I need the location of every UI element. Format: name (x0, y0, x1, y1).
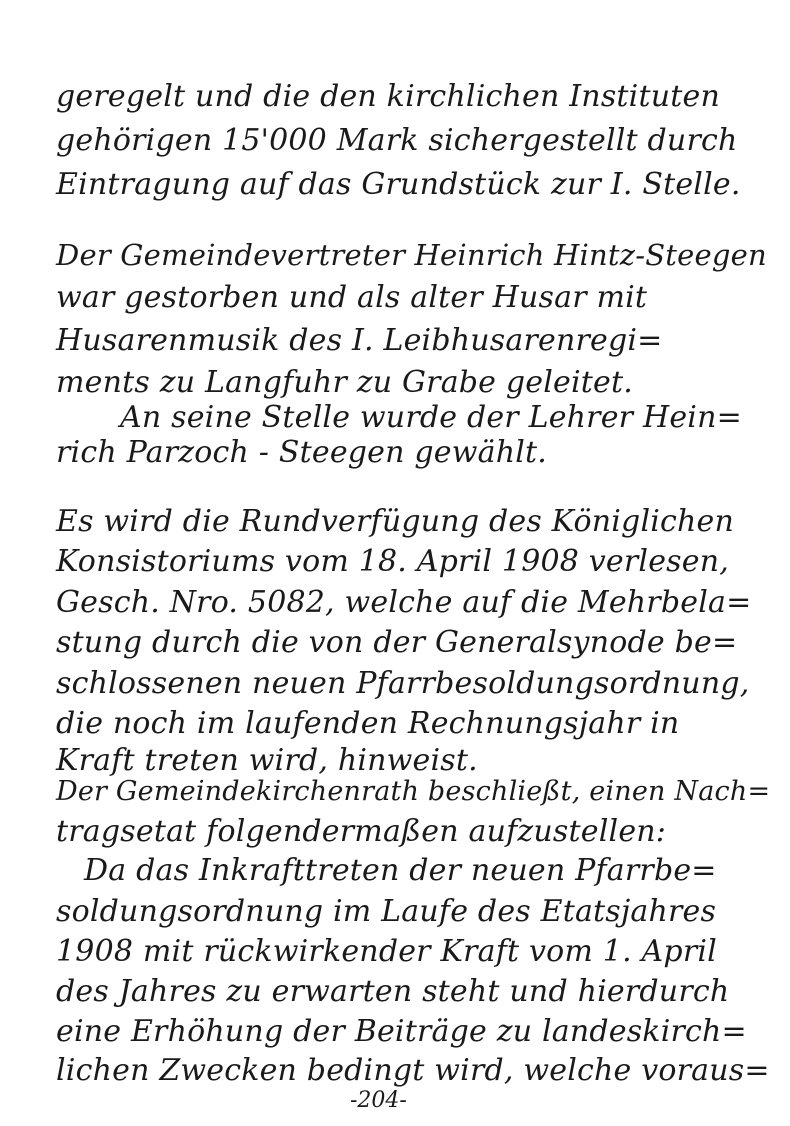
text-line: Da das Inkrafttreten der neuen Pfarrbe= (84, 853, 717, 888)
text-line: war gestorben und als alter Husar mit (56, 280, 648, 315)
text-line: Konsistoriums vom 18. April 1908 verlesen, (56, 544, 729, 579)
text-line: ments zu Langfuhr zu Grabe geleitet. (56, 365, 633, 400)
text-line: Es wird die Rundverfügung des Königlichen (56, 504, 735, 539)
text-line: tragsetat folgendermaßen aufzustellen: (56, 814, 667, 849)
text-line: Der Gemeindevertreter Heinrich Hintz-Steegen (56, 238, 767, 272)
text-line: 1908 mit rückwirkender Kraft vom 1. April (56, 934, 717, 969)
text-line: eine Erhöhung der Beiträge zu landeskirch= (56, 1014, 747, 1049)
text-line: schlossenen neuen Pfarrbesoldungsordnung, (56, 666, 750, 701)
text-line: Husarenmusik des I. Leibhusarenregi= (56, 323, 663, 358)
text-line: geregelt und die den kirchlichen Instituten (56, 79, 720, 114)
text-line: An seine Stelle wurde der Lehrer Hein= (120, 400, 742, 435)
text-line: gehörigen 15'000 Mark sichergestellt durch (56, 123, 738, 158)
text-line: stung durch die von der Generalsynode be= (56, 625, 738, 660)
text-line: soldungsordnung im Laufe des Etatsjahres (56, 894, 717, 929)
text-line: rich Parzoch - Steegen gewählt. (56, 435, 548, 470)
text-line: des Jahres zu erwarten steht und hierdurch (56, 974, 730, 1009)
page-number: -204- (350, 1088, 407, 1113)
text-line: Kraft treten wird, hinweist. (56, 743, 478, 778)
text-line: lichen Zwecken bedingt wird, welche voraus= (56, 1053, 770, 1088)
text-line: Gesch. Nro. 5082, welche auf die Mehrbela= (56, 585, 752, 620)
text-line: Eintragung auf das Grundstück zur I. Stelle. (56, 167, 741, 202)
text-line: Der Gemeindekirchenrath beschließt, einen Nach= (56, 776, 771, 807)
text-line: die noch im laufenden Rechnungsjahr in (56, 706, 680, 741)
